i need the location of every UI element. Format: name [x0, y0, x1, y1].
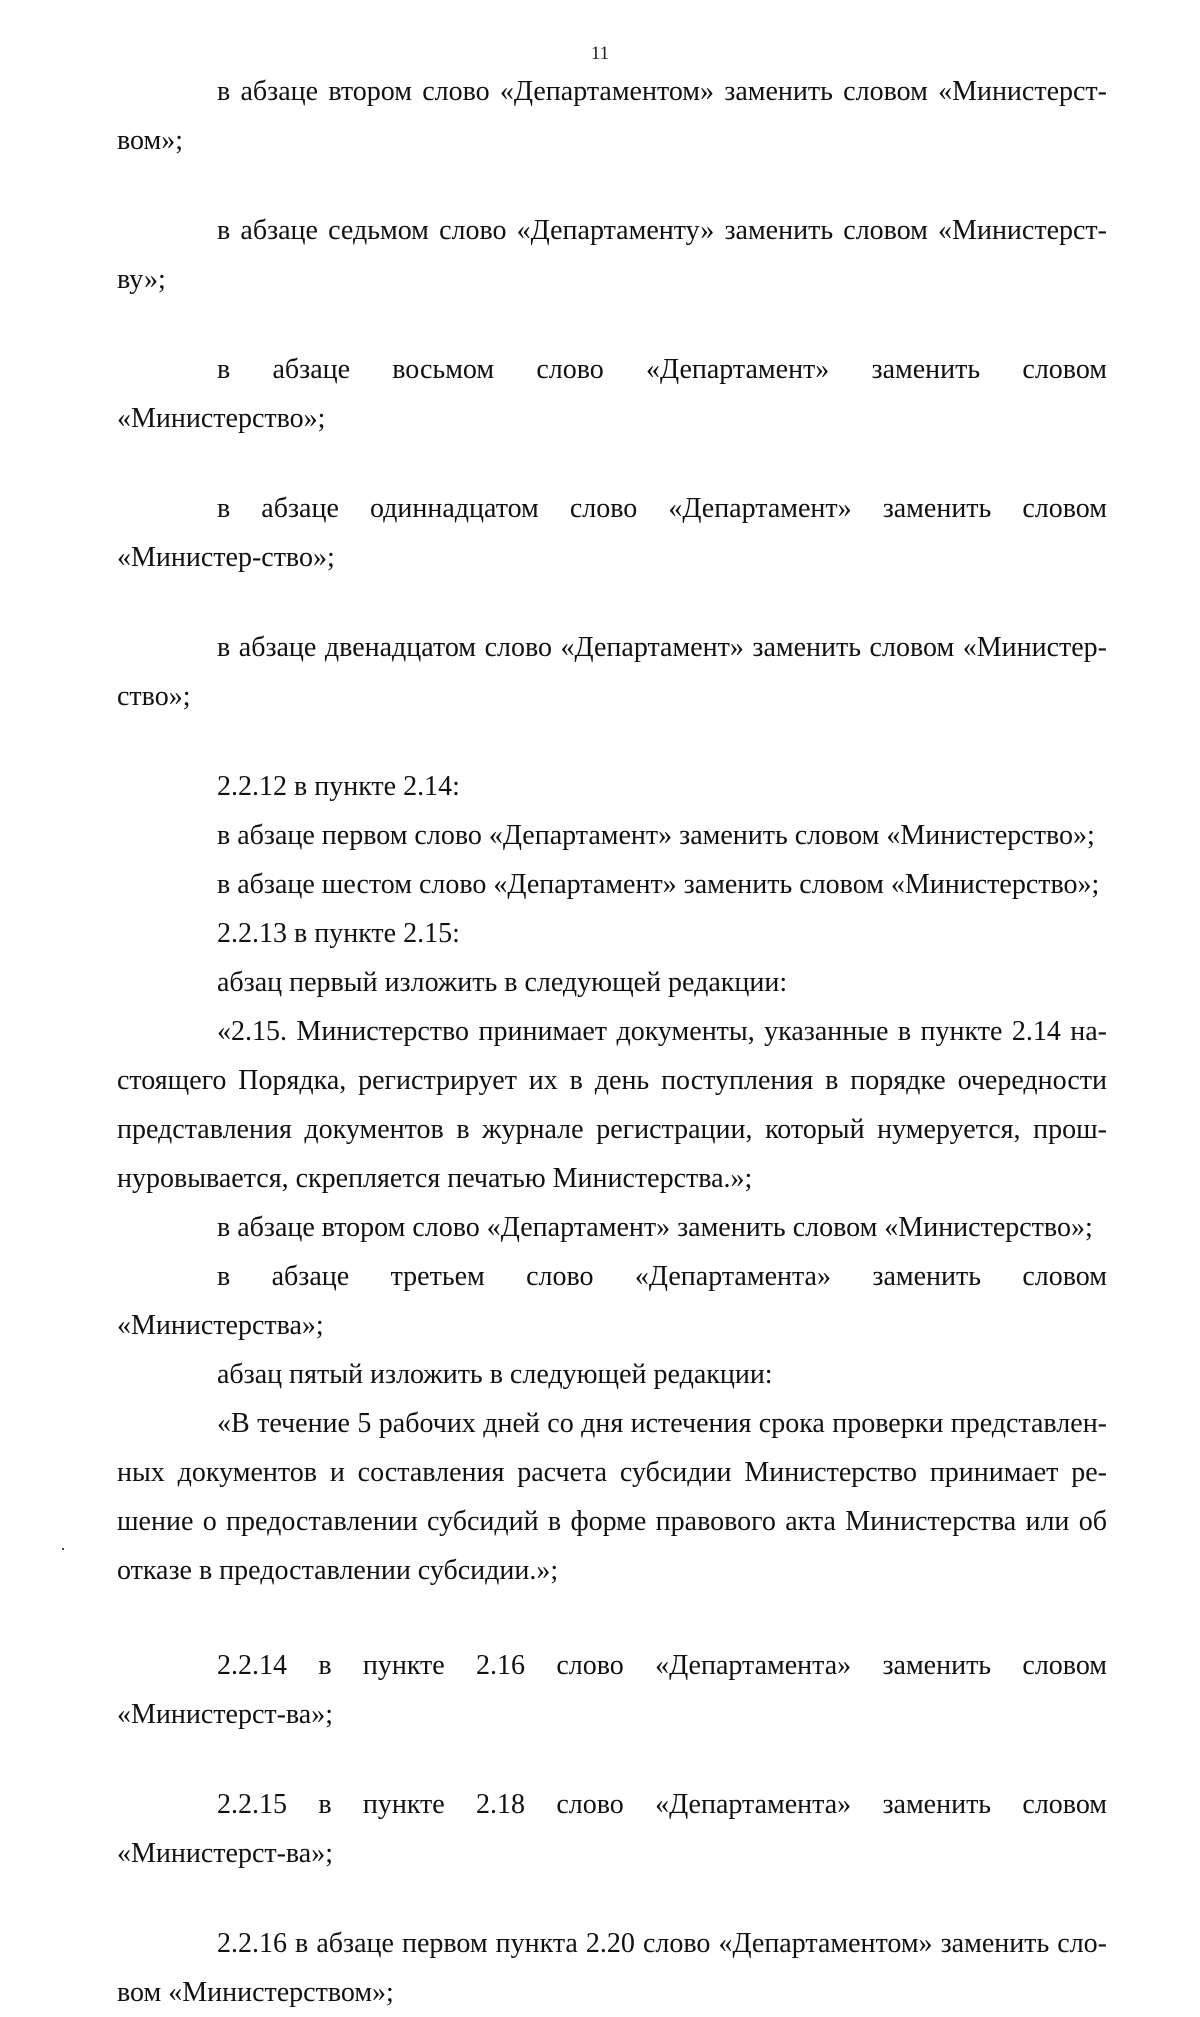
paragraph: в абзаце одиннадцатом слово «Департамент» заменить словом «Министер-ство»;	[117, 493, 1107, 573]
paragraph: в абзаце шестом слово «Департамент» заменить словом «Министерство»;	[217, 869, 1100, 900]
document-body	[117, 67, 1107, 2017]
paragraph: в абзаце втором слово «Департаментом» заменить словом «Министерст-вом»;	[117, 76, 1107, 156]
section-heading-2-2-14: 2.2.14 в пункте 2.16 слово «Департамента» заменить словом «Министерст-ва»;	[117, 1650, 1107, 1730]
paragraph: в абзаце третьем слово «Департамента» заменить словом «Министерства»;	[117, 1261, 1107, 1341]
scan-speck	[62, 1548, 64, 1550]
paragraph: в абзаце двенадцатом слово «Департамент» заменить словом «Министер-ство»;	[117, 632, 1107, 712]
paragraph: в абзаце седьмом слово «Департаменту» заменить словом «Министерст-ву»;	[117, 215, 1107, 295]
paragraph: абзац пятый изложить в следующей редакции:	[217, 1359, 773, 1390]
paragraph: в абзаце первом слово «Департамент» заменить словом «Министерство»;	[217, 820, 1095, 851]
quoted-paragraph: «2.15. Министерство принимает документы, указанные в пункте 2.14 на-стоящего Порядка, регистрирует их в день поступления в порядке очередности представления документов в журнале регистрации, который нумеруется, прош-нуровывается, скрепляется печатью Министерства.»;	[117, 1016, 1107, 1194]
paragraph: абзац первый изложить в следующей редакции:	[217, 967, 788, 998]
page-number: 11	[590, 43, 610, 64]
section-heading-2-2-12: 2.2.12 в пункте 2.14:	[217, 771, 460, 802]
paragraph: в абзаце втором слово «Департамент» заменить словом «Министерство»;	[217, 1212, 1093, 1243]
quoted-paragraph: «В течение 5 рабочих дней со дня истечения срока проверки представлен-ных документов и составления расчета субсидии Министерство принимает ре-шение о предоставлении субсидий в форме правового акта Министерства или об отказе в предоставлении субсидии.»;	[117, 1408, 1107, 1586]
section-heading-2-2-16: 2.2.16 в абзаце первом пункта 2.20 слово «Департаментом» заменить сло-вом «Министерством»;	[117, 1928, 1107, 2008]
section-heading-2-2-13: 2.2.13 в пункте 2.15:	[217, 918, 460, 949]
section-heading-2-2-15: 2.2.15 в пункте 2.18 слово «Департамента» заменить словом «Министерст-ва»;	[117, 1789, 1107, 1869]
paragraph: в абзаце восьмом слово «Департамент» заменить словом «Министерство»;	[117, 354, 1107, 434]
